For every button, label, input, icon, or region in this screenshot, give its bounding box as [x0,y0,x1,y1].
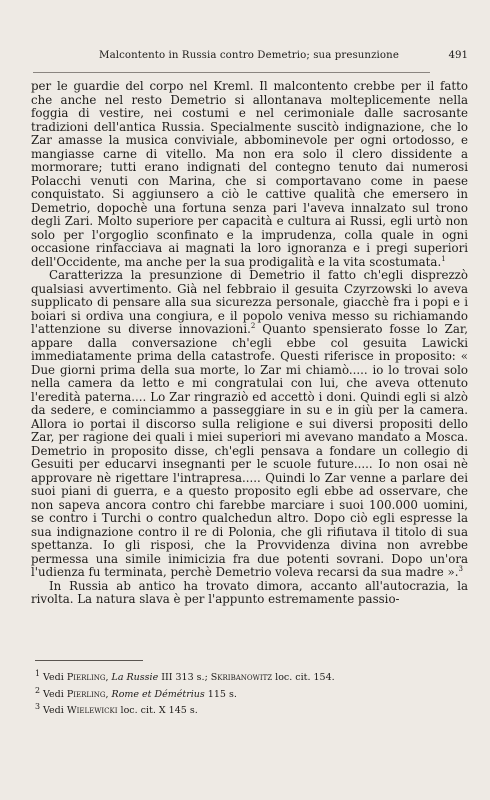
footnote-work: Rome et Démétrius [108,688,205,700]
paragraph-text: per le guardie del corpo nel Kreml. Il malcontento crebbe per il fatto che anche nel resto Demetrio si allontanava molteplicemente nella foggia di vestire, nei costumi e nel cerimoniale dalle sacrosante tradizioni dell'antica Russia. Specialmente suscitò indignazione, che lo Zar amasse la musica conviviale, abbominevole per ogni ortodosso, e mangiasse carne di vitello. Ma non era solo il clero dissidente a mormorare; tutti erano indignati del contegno tenuto dai numerosi Polacchi venuti con Marina, che si comportavano come in paese conquistato. Si aggiunsero a ciò le cattive qualità che emersero in Demetrio, dopochè una fortuna senza pari l'aveva innalzato sul trono degli Zari. Molto superiore per capacità e cultura ai Russi, egli urtò non solo per l'orgoglio sconfinato e la imprudenza, colla quale in ogni occasione rinfacciava ai magnati la loro ignoranza e i pregi superiori dell'Occidente, ma anche per la sua prodigalità e la vita scostumata. [31,79,468,269]
footnote-text: III 313 s.; [158,672,211,684]
footnote-rule [35,660,143,661]
footnote-author: Skribanowitz [210,672,273,684]
footnote-ref: 3 [458,565,463,574]
paragraph [31,80,468,269]
footnote-text: loc. cit. X 145 s. [117,705,198,717]
footnotes [35,668,468,718]
footnote-author: Pierling, [66,688,109,700]
footnote-text: Vedi [40,672,67,684]
footnote-author: Wielewicki [66,705,118,717]
footnote-text: Vedi [40,688,67,700]
footnote-author: Pierling, [66,672,109,684]
footnote-ref: 1 [441,254,446,263]
paragraph-text: In Russia ab antico ha trovato dimora, accanto all'autocrazia, la rivolta. La natura slava è per l'appunto estremamente passio- [31,578,468,606]
footnote-work: La Russie [108,672,159,684]
body-text [31,80,468,607]
footnote-mark: 3 [35,702,41,712]
footnote-mark: 2 [35,685,41,695]
footnote-mark: 1 [35,669,41,678]
paragraph [31,580,468,607]
paragraph [31,269,468,580]
paragraph-text: Caratterizza la presunzione di Demetrio il fatto ch'egli disprezzò qualsiasi avvertimento. Già nel febbraio il gesuita Czyrzowski lo aveva supplicato di pensare alla sua sicurezza personale, giacchè fra i popi e i boiari si ordiva una congiura, e il popolo veniva messo su richiamando l'attenzione su diverse innovazioni. [31,268,468,336]
running-header [30,50,468,66]
footnote [35,701,468,718]
footnote-text: Vedi [40,705,67,717]
footnote [35,685,468,702]
paragraph-text: Quanto spensierato fosse lo Zar, appare dalla conversazione ch'egli ebbe col gesuita Lawicki immediatamente prima della catastrofe. Questi riferisce in proposito: « Due giorni prima della sua morte, lo Zar mi chiamò..... io lo trovai solo nella camera da letto e mi congratulai con lui, che aveva ottenuto l'eredità paterna.... Lo Zar ringraziò ed accettò i doni. Quindi egli si alzò da sedere, e cominciammo a passeggiare in su e in giù per la camera. Allora io portai il discorso sulla religione e sui diversi propositi dello Zar, per ragione dei quali i miei superiori mi avevano mandato a Mosca. Demetrio in proposito disse, ch'egli pensava a fondare un collegio di Gesuiti per educarvi insegnanti per le scuole future..... Io non osai nè approvare nè rigettare l'intrapresa..... Quindi lo Zar venne a parlare dei suoi piani di guerra, e a questo proposito egli ebbe ad osservare, che non sapeva ancora contro chi farebbe marciare i suoi 100.000 uomini, se contro i Turchi o contro qualchedun altro. Dopo ciò egli espresse la sua indignazione contro il re di Polonia, che gli rifiutava il titolo di sua spettanza. Io gli risposi, che la Provvidenza divina non avrebbe permessa una simile inimicizia fra due potenti sovrani. Dopo un'ora l'udienza fu terminata, perchè Demetrio voleva recarsi da sua madre ». [31,322,468,579]
footnote [35,668,468,685]
footnote-text: 115 s. [204,688,237,700]
page-number: 491 [448,50,468,61]
header-rule [33,72,430,73]
running-title: Malcontento in Russia contro Demetrio; sua presunzione [99,50,399,61]
footnote-ref: 2 [250,322,256,331]
footnote-text: loc. cit. 154. [272,672,335,684]
